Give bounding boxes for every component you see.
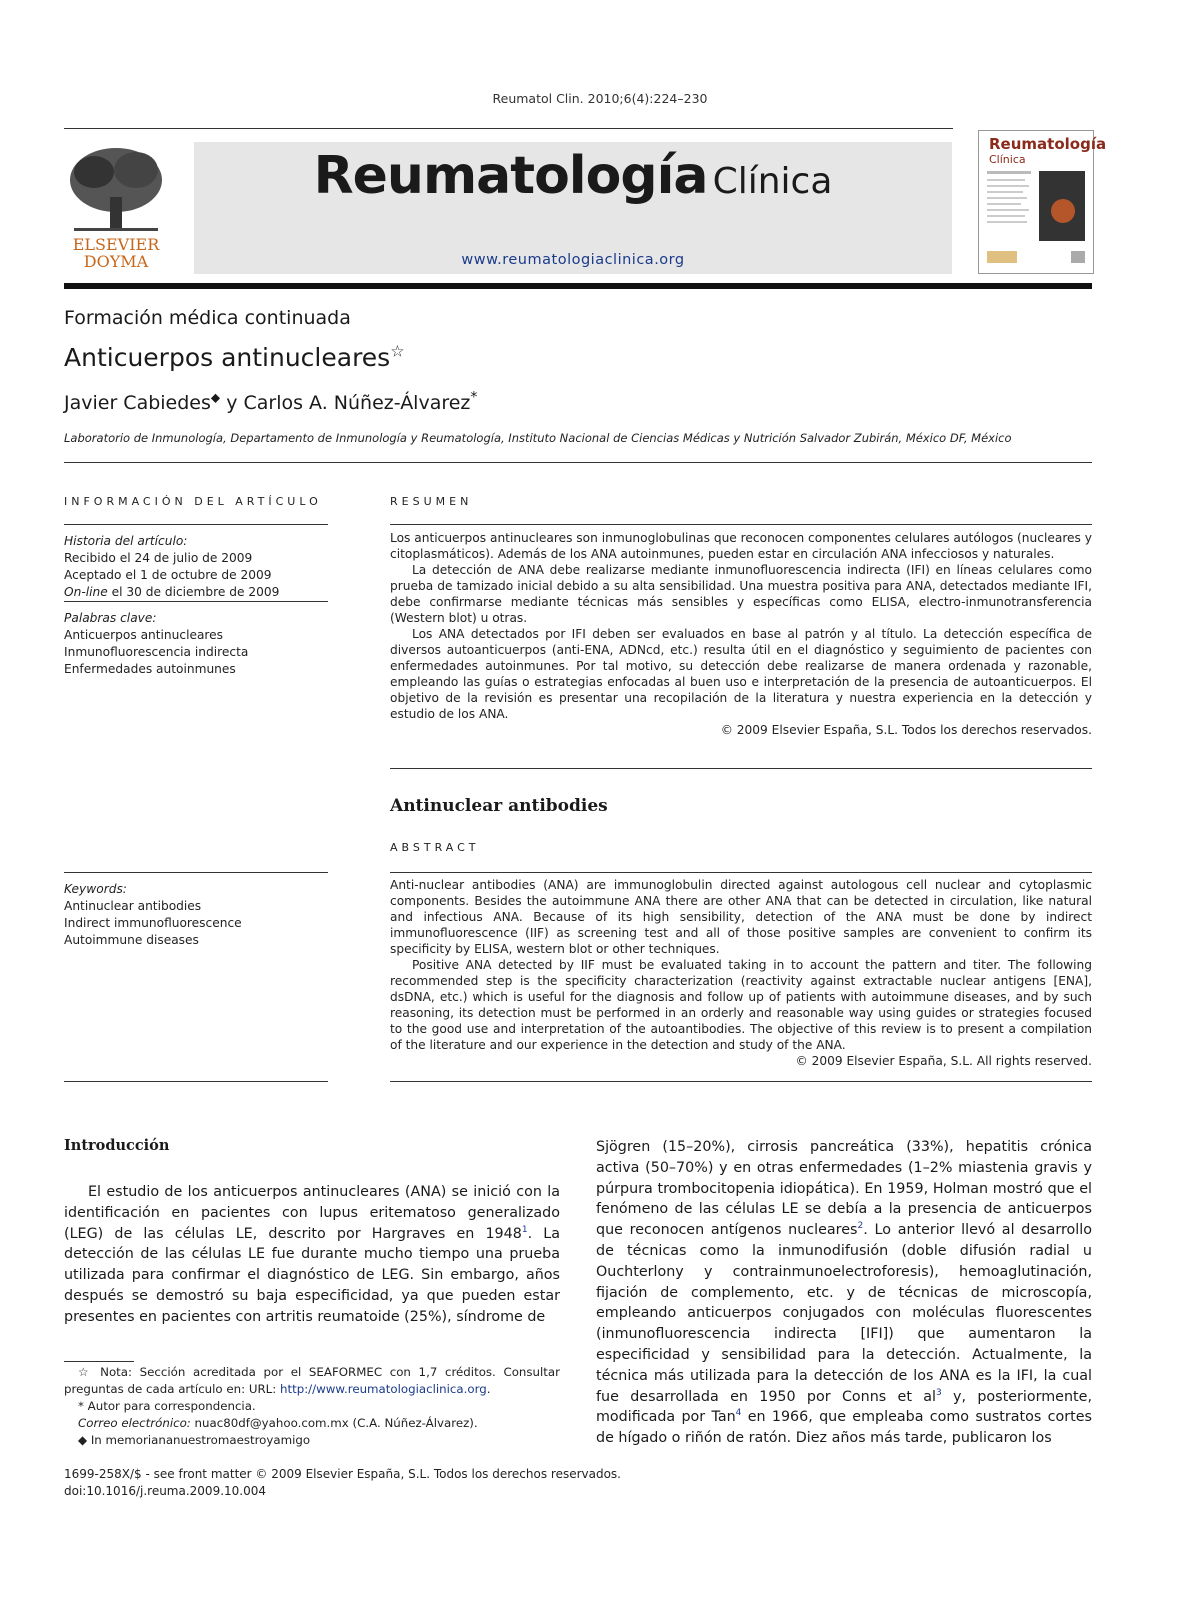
reference-link[interactable]: 3: [936, 1387, 942, 1398]
journal-title-light: Clínica: [712, 161, 833, 202]
abstract-heading: ABSTRACT: [390, 841, 480, 854]
reference-link[interactable]: 4: [735, 1408, 742, 1419]
cover-title-line1: Reumatología: [989, 135, 1107, 153]
footnote: [64, 1364, 560, 1398]
info-rule: [64, 524, 328, 525]
info-rule: [64, 1081, 328, 1082]
resumen-heading: RESUMEN: [390, 495, 473, 508]
resumen-paragraph: Los anticuerpos antinucleares son inmunoglobulinas que reconocen componentes celulares autólogos (nucleares y citoplasmáticos). Además de los ANA autoinmunes, pueden estar en circulación ANA infecciosos y naturales.: [390, 531, 1092, 561]
cover-title-line2: Clínica: [989, 153, 1026, 166]
abstract-end-rule: [390, 1081, 1092, 1082]
issn-line: 1699-258X/$ - see front matter © 2009 Elsevier España, S.L. Todos los derechos reservados.: [64, 1467, 621, 1481]
body-text: . Lo anterior llevó al desarrollo de técnicas como la inmunodifusión (doble difusión radial u Ouchterlony y contrainmunoelectroforesis), hemoaglutinación, fijación de complemento, etc. y de técnicas de microscopía, empleando anticuerpos conjugados con moléculas fluorescentes (inmunofluorescencia indirecta [IFI]) que aumentaron la especificidad y sensibilidad para la detección. Actualmente, la técnica más utilizada para la detección de los ANA es la IFI, la cual fue desarrollada en 1950 por Conns et al: [596, 1222, 1092, 1405]
resumen-body: [390, 530, 1092, 738]
body-text: y, posteriormente, modificada por Tan: [596, 1388, 1092, 1426]
footnote-rule: [64, 1361, 134, 1362]
body-paragraph: [64, 1182, 560, 1328]
keyword-item: Autoimmune diseases: [64, 933, 199, 947]
abstract-copyright: © 2009 Elsevier España, S.L. All rights reserved.: [795, 1054, 1092, 1068]
author-join: y: [226, 392, 238, 414]
author-list: [64, 389, 478, 414]
footnote-text: Nota: Sección acreditada por el SEAFORMEC con 1,7 créditos. Consultar preguntas de cada artículo en: URL:: [64, 1365, 560, 1396]
email-label: Correo electrónico:: [78, 1416, 191, 1430]
footnotes: [64, 1364, 560, 1449]
journal-reference: Reumatol Clin. 2010;6(4):224–230: [492, 91, 708, 106]
author-name: Javier Cabiedes: [64, 392, 211, 414]
cover-title: [979, 131, 1107, 167]
abstract-paragraph: Anti-nuclear antibodies (ANA) are immunoglobulin directed against autologous cell nuclear and cytoplasmic components. Besides the autoimmune ANA there are other ANA that can be detected in circulation, like natural and infectious ANA. Because of its high sensibility, detection of the ANA must be done by indirect immunofluorescence (IIF) as screening test and all of those positive samples are convenient to confirm its specificity by ELISA, western blot or other techniques.: [390, 878, 1092, 956]
footnote-text: In memoriananuestromaestroyamigo: [87, 1433, 311, 1447]
online-prefix: On-line: [64, 585, 108, 599]
keyword-item: Enfermedades autoinmunes: [64, 662, 236, 676]
online-date: [64, 584, 279, 601]
reference-link[interactable]: 2: [857, 1221, 864, 1232]
english-title: Antinuclear antibodies: [390, 796, 608, 816]
article-title-text: Anticuerpos antinucleares: [64, 343, 391, 372]
article-title: [64, 343, 405, 372]
author-name: Carlos A. Núñez-Álvarez: [243, 392, 471, 414]
footnote-url-link[interactable]: http://www.reumatologiaclinica.org: [279, 1382, 487, 1396]
abstract-paragraph: Positive ANA detected by IIF must be evaluated taking in to account the pattern and titer. The following recommended step is the specificity characterization (reactivity against extractable nuclear antigens [ENA], dsDNA, etc.) which is useful for the diagnosis and follow up of patients with autoimmune diseases, and by such reasoning, its detection must be performed in an orderly and reasonable way using guides or strategies focused to the good use and interpretation of the autoantibodies. The objective of this review is to present a compilation of the literature and our experience in the detection and study of the ANA.: [390, 958, 1092, 1052]
article-info-heading: INFORMACIÓN DEL ARTÍCULO: [64, 495, 322, 508]
journal-cover-thumbnail: [978, 130, 1107, 274]
keyword-item: Antinuclear antibodies: [64, 899, 202, 913]
accepted-date: Aceptado el 1 de octubre de 2009: [64, 568, 272, 582]
journal-title: [194, 146, 952, 206]
elsevier-logo: [64, 142, 168, 272]
body-text: El estudio de los anticuerpos antinucleares (ANA) se inició con la identificación en pacientes con lupus eritematoso generalizado (LEG) de las células LE, descrito por Hargraves en 1948: [64, 1184, 560, 1242]
footnote-text: Autor para correspondencia.: [83, 1399, 256, 1413]
resumen-paragraph: Los ANA detectados por IFI deben ser evaluados en base al patrón y al título. La detección específica de diversos autoanticuerpos (anti-ENA, ADNcd, etc.) resulta útil en el diagnóstico y seguimiento de pacientes con enfermedades autoinmunes. Por tal motivo, su detección debe realizarse de manera ordenada y razonable, empleando las guías o estrategias enfocadas al buen uso e interpretación de la presencia de autoanticuerpos. El objetivo de la revisión es presentar una recopilación de la literatura y nuestra experiencia en la detección y estudio de los ANA.: [390, 627, 1092, 721]
resumen-rule: [390, 524, 1092, 525]
header-thick-rule: [64, 283, 1092, 289]
journal-banner: [194, 142, 952, 274]
keywords-en-label: Keywords:: [64, 882, 127, 896]
received-date: Recibido el 24 de julio de 2009: [64, 551, 253, 565]
email-text[interactable]: nuac80df@yahoo.com.mx (C.A. Núñez-Álvarez).: [190, 1416, 478, 1430]
footnote: [64, 1415, 560, 1432]
author-footnote-mark[interactable]: ◆: [210, 390, 221, 405]
resumen-paragraph: La detección de ANA debe realizarse mediante inmunofluorescencia indirecta (IFI) en líneas celulares como prueba de tamizado inicial debido a su alta sensibilidad. Una muestra positiva para ANA, detectados mediante IFI, debe confirmarse mediante técnicas más sensibles y específicas como ELISA, electro-inmunotransferencia (Western blot) u otras.: [390, 563, 1092, 625]
resumen-copyright: © 2009 Elsevier España, S.L. Todos los derechos reservados.: [720, 723, 1092, 737]
article-history: [64, 533, 279, 601]
footnote-mark: *: [78, 1399, 84, 1413]
body-text: en 1966, que empleaba como sustratos cortes de hígado o riñón de ratón. Diez años más tarde, publicaron los: [596, 1409, 1092, 1447]
introduction-heading: Introducción: [64, 1137, 170, 1154]
affiliation-rule: [64, 462, 1092, 463]
journal-url-link[interactable]: www.reumatologiaclinica.org: [461, 252, 685, 268]
history-label: Historia del artículo:: [64, 534, 188, 548]
body-right-column: [596, 1137, 1092, 1449]
footnote-text: .: [486, 1382, 491, 1396]
journal-title-bold: Reumatología: [313, 146, 708, 206]
online-rest: el 30 de diciembre de 2009: [107, 585, 280, 599]
body-text: Sjögren (15–20%), cirrosis pancreática (33%), hepatitis crónica activa (50–70%) y en otras enfermedades (1–2% miastenia gravis y púrpura trombocitopenia idiopática). En 1959, Holman mostró que el fenómeno de las células LE se debía a la presencia de anticuerpos que reconocen antígenos nucleares: [596, 1139, 1092, 1239]
footnote: [64, 1398, 560, 1415]
info-rule: [64, 872, 328, 873]
footnote: [64, 1432, 560, 1449]
reference-link[interactable]: 1: [521, 1224, 528, 1235]
footnote-mark: ☆: [78, 1365, 93, 1379]
front-matter: [64, 1466, 621, 1500]
keywords-es: [64, 610, 248, 678]
section-type: Formación médica continuada: [64, 307, 351, 329]
body-text: . La detección de las células LE fue durante mucho tiempo una prueba utilizada para confirmar el diagnóstico de LEG. Sin embargo, años después se demostró su baja especificidad, ya que pueden estar presentes en pacientes con artritis reumatoide (25%), síndrome de: [64, 1225, 560, 1325]
info-rule: [64, 601, 328, 602]
abstract-body: [390, 877, 1092, 1069]
author-footnote-mark[interactable]: *: [470, 389, 478, 406]
doi-line[interactable]: doi:10.1016/j.reuma.2009.10.004: [64, 1484, 267, 1498]
footnote-mark: ◆: [78, 1433, 88, 1447]
title-footnote-mark[interactable]: ☆: [390, 341, 405, 361]
keyword-item: Anticuerpos antinucleares: [64, 628, 224, 642]
keyword-item: Inmunofluorescencia indirecta: [64, 645, 249, 659]
abstract-rule: [390, 872, 1092, 873]
cover-image-icon: [979, 167, 1093, 273]
body-left-column: [64, 1182, 560, 1328]
publisher-logo-line1: ELSEVIER: [72, 235, 160, 254]
resumen-end-rule: [390, 768, 1092, 769]
header-rule: [64, 128, 953, 129]
keywords-en: [64, 881, 242, 949]
keywords-es-label: Palabras clave:: [64, 611, 157, 625]
publisher-logo-line2: DOYMA: [83, 252, 149, 271]
affiliation: Laboratorio de Inmunología, Departamento de Inmunología y Reumatología, Instituto Nacional de Ciencias Médicas y Nutrición Salvador Zubirán, México DF, México: [64, 431, 1012, 445]
keyword-item: Indirect immunofluorescence: [64, 916, 242, 930]
body-paragraph: [596, 1137, 1092, 1449]
